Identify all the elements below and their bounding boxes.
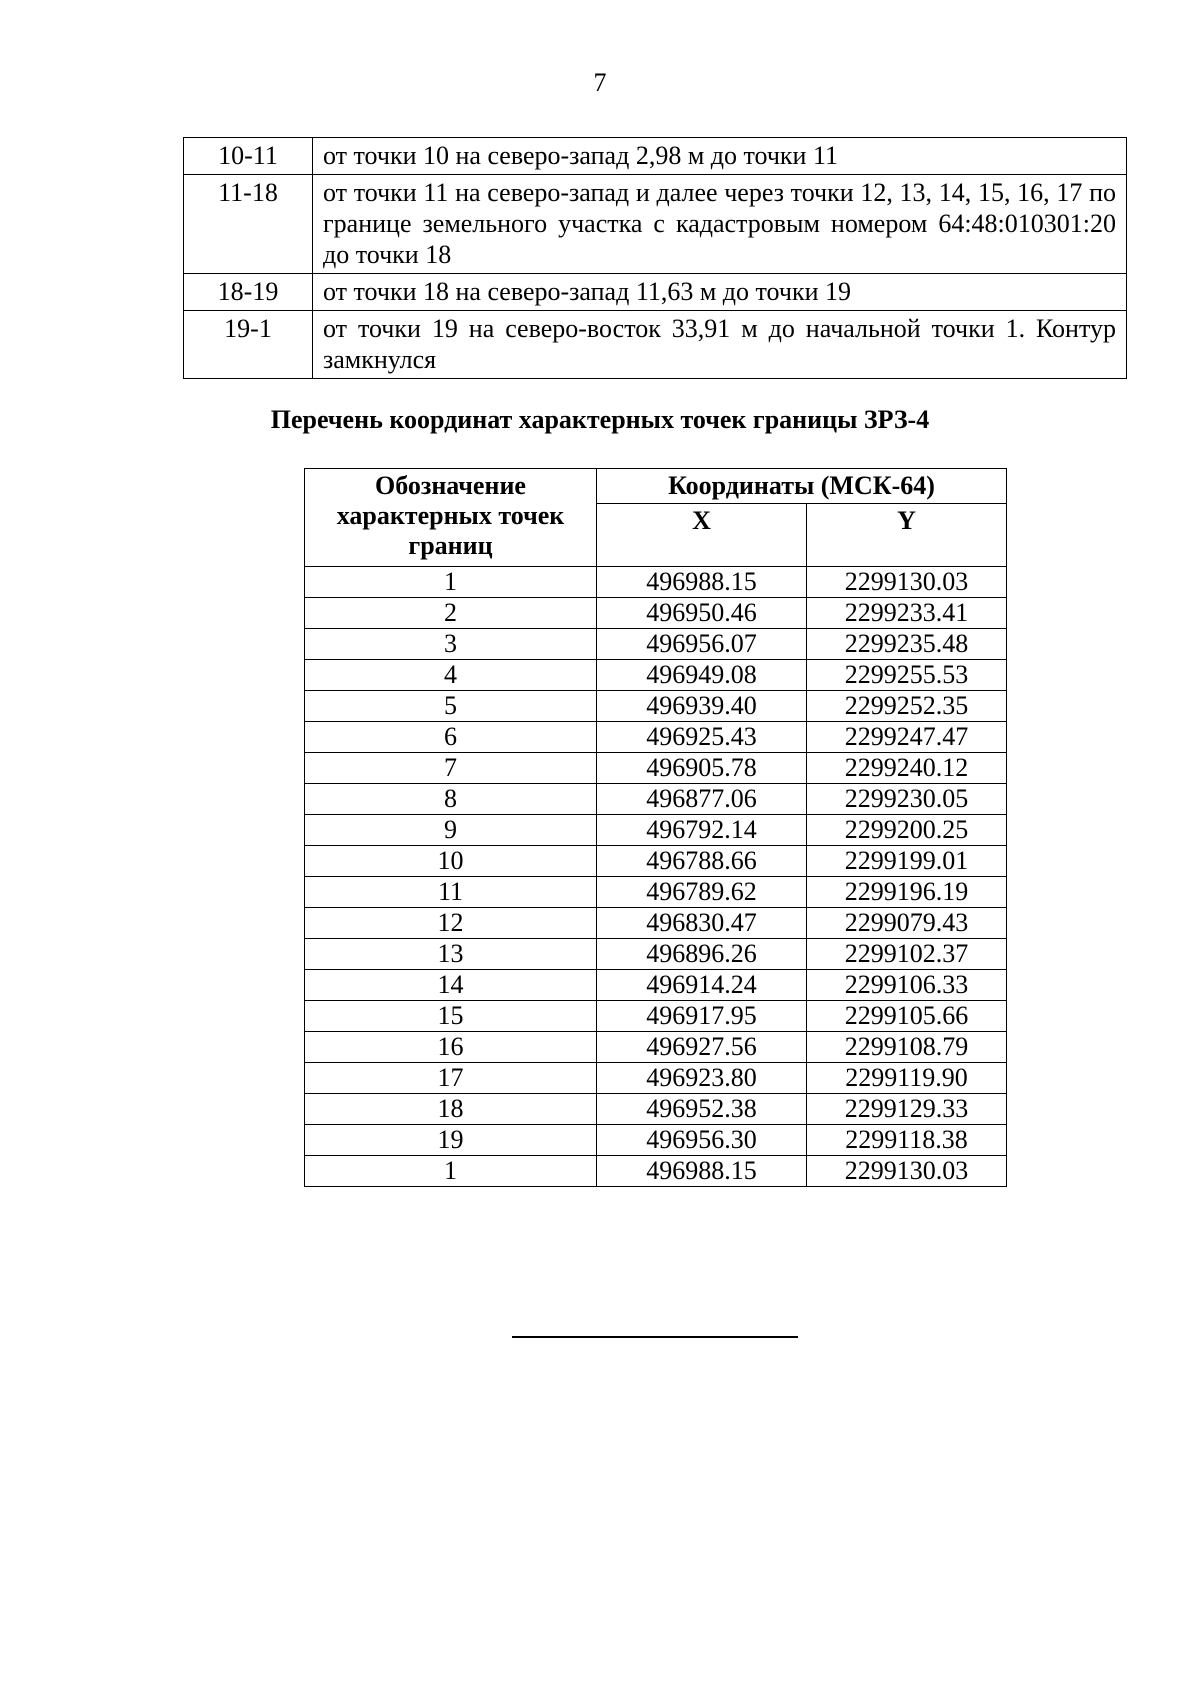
x-coordinate: 496949.08 xyxy=(597,660,807,691)
x-coordinate: 496988.15 xyxy=(597,1156,807,1187)
y-coordinate: 2299247.47 xyxy=(807,722,1007,753)
table-row xyxy=(305,815,1007,846)
table-row xyxy=(305,939,1007,970)
table-row xyxy=(305,970,1007,1001)
x-coordinate: 496956.30 xyxy=(597,1125,807,1156)
table-row xyxy=(305,753,1007,784)
x-coordinate: 496792.14 xyxy=(597,815,807,846)
x-coordinate: 496830.47 xyxy=(597,908,807,939)
table-row xyxy=(305,784,1007,815)
section-title: Перечень координат характерных точек границы ЗРЗ-4 xyxy=(270,405,930,434)
segment-description-table xyxy=(183,137,1127,379)
table-row xyxy=(305,1032,1007,1063)
x-coordinate: 496917.95 xyxy=(597,1001,807,1032)
segment-description: от точки 18 на северо-запад 11,63 м до точки 19 xyxy=(313,274,1127,311)
y-coordinate: 2299235.48 xyxy=(807,629,1007,660)
x-coordinate: 496896.26 xyxy=(597,939,807,970)
point-number: 14 xyxy=(305,970,597,1001)
x-coordinate: 496788.66 xyxy=(597,846,807,877)
point-number: 15 xyxy=(305,1001,597,1032)
point-number: 18 xyxy=(305,1094,597,1125)
x-coordinate: 496789.62 xyxy=(597,877,807,908)
y-coordinate: 2299252.35 xyxy=(807,691,1007,722)
table-row xyxy=(305,567,1007,598)
y-coordinate: 2299108.79 xyxy=(807,1032,1007,1063)
point-number: 5 xyxy=(305,691,597,722)
x-coordinate: 496939.40 xyxy=(597,691,807,722)
table-row xyxy=(305,1094,1007,1125)
y-coordinate: 2299129.33 xyxy=(807,1094,1007,1125)
segment-row xyxy=(184,175,1127,274)
segment-description: от точки 11 на северо-запад и далее через точки 12, 13, 14, 15, 16, 17 по границе земельного участка с кадастровым номером 64:48:010301:20 до точки 18 xyxy=(313,175,1127,274)
x-header: X xyxy=(597,504,807,567)
x-coordinate: 496905.78 xyxy=(597,753,807,784)
point-number: 3 xyxy=(305,629,597,660)
segment-row xyxy=(184,274,1127,311)
segment-id: 10-11 xyxy=(184,138,313,175)
y-coordinate: 2299106.33 xyxy=(807,970,1007,1001)
segment-id: 19-1 xyxy=(184,311,313,379)
table-row xyxy=(305,846,1007,877)
table-row xyxy=(305,1156,1007,1187)
table-row xyxy=(305,598,1007,629)
y-coordinate: 2299105.66 xyxy=(807,1001,1007,1032)
x-coordinate: 496950.46 xyxy=(597,598,807,629)
segment-row xyxy=(184,311,1127,379)
x-coordinate: 496952.38 xyxy=(597,1094,807,1125)
table-row xyxy=(305,1001,1007,1032)
segment-description: от точки 19 на северо-восток 33,91 м до начальной точки 1. Контур замкнулся xyxy=(313,311,1127,379)
point-number: 8 xyxy=(305,784,597,815)
y-header: Y xyxy=(807,504,1007,567)
table-row xyxy=(305,1125,1007,1156)
x-coordinate: 496956.07 xyxy=(597,629,807,660)
point-number: 1 xyxy=(305,567,597,598)
y-coordinate: 2299240.12 xyxy=(807,753,1007,784)
y-coordinate: 2299255.53 xyxy=(807,660,1007,691)
point-number: 10 xyxy=(305,846,597,877)
point-number: 19 xyxy=(305,1125,597,1156)
point-number: 1 xyxy=(305,1156,597,1187)
y-coordinate: 2299199.01 xyxy=(807,846,1007,877)
y-coordinate: 2299233.41 xyxy=(807,598,1007,629)
point-number: 12 xyxy=(305,908,597,939)
segment-id: 18-19 xyxy=(184,274,313,311)
y-coordinate: 2299130.03 xyxy=(807,567,1007,598)
x-coordinate: 496923.80 xyxy=(597,1063,807,1094)
table-row xyxy=(305,691,1007,722)
y-coordinate: 2299102.37 xyxy=(807,939,1007,970)
point-number: 9 xyxy=(305,815,597,846)
y-coordinate: 2299118.38 xyxy=(807,1125,1007,1156)
table-row xyxy=(305,660,1007,691)
coordinates-header: Координаты (МСК-64) xyxy=(597,469,1007,504)
header-row xyxy=(305,469,1007,504)
x-coordinate: 496925.43 xyxy=(597,722,807,753)
point-number: 13 xyxy=(305,939,597,970)
table-row xyxy=(305,629,1007,660)
y-coordinate: 2299200.25 xyxy=(807,815,1007,846)
coordinates-table xyxy=(304,468,1007,1187)
point-number: 17 xyxy=(305,1063,597,1094)
segment-row xyxy=(184,138,1127,175)
point-number: 16 xyxy=(305,1032,597,1063)
table-row xyxy=(305,908,1007,939)
x-coordinate: 496927.56 xyxy=(597,1032,807,1063)
table-row xyxy=(305,877,1007,908)
table-row xyxy=(305,722,1007,753)
x-coordinate: 496988.15 xyxy=(597,567,807,598)
y-coordinate: 2299196.19 xyxy=(807,877,1007,908)
page-number: 7 xyxy=(593,68,607,97)
point-number: 7 xyxy=(305,753,597,784)
point-number: 11 xyxy=(305,877,597,908)
table-row xyxy=(305,1063,1007,1094)
y-coordinate: 2299230.05 xyxy=(807,784,1007,815)
x-coordinate: 496914.24 xyxy=(597,970,807,1001)
segment-id: 11-18 xyxy=(184,175,313,274)
y-coordinate: 2299130.03 xyxy=(807,1156,1007,1187)
point-number: 4 xyxy=(305,660,597,691)
point-number: 6 xyxy=(305,722,597,753)
y-coordinate: 2299079.43 xyxy=(807,908,1007,939)
point-number: 2 xyxy=(305,598,597,629)
x-coordinate: 496877.06 xyxy=(597,784,807,815)
designation-header: Обозначение характерных точек границ xyxy=(305,469,597,567)
end-of-document-rule xyxy=(512,1336,798,1338)
y-coordinate: 2299119.90 xyxy=(807,1063,1007,1094)
segment-description: от точки 10 на северо-запад 2,98 м до точки 11 xyxy=(313,138,1127,175)
